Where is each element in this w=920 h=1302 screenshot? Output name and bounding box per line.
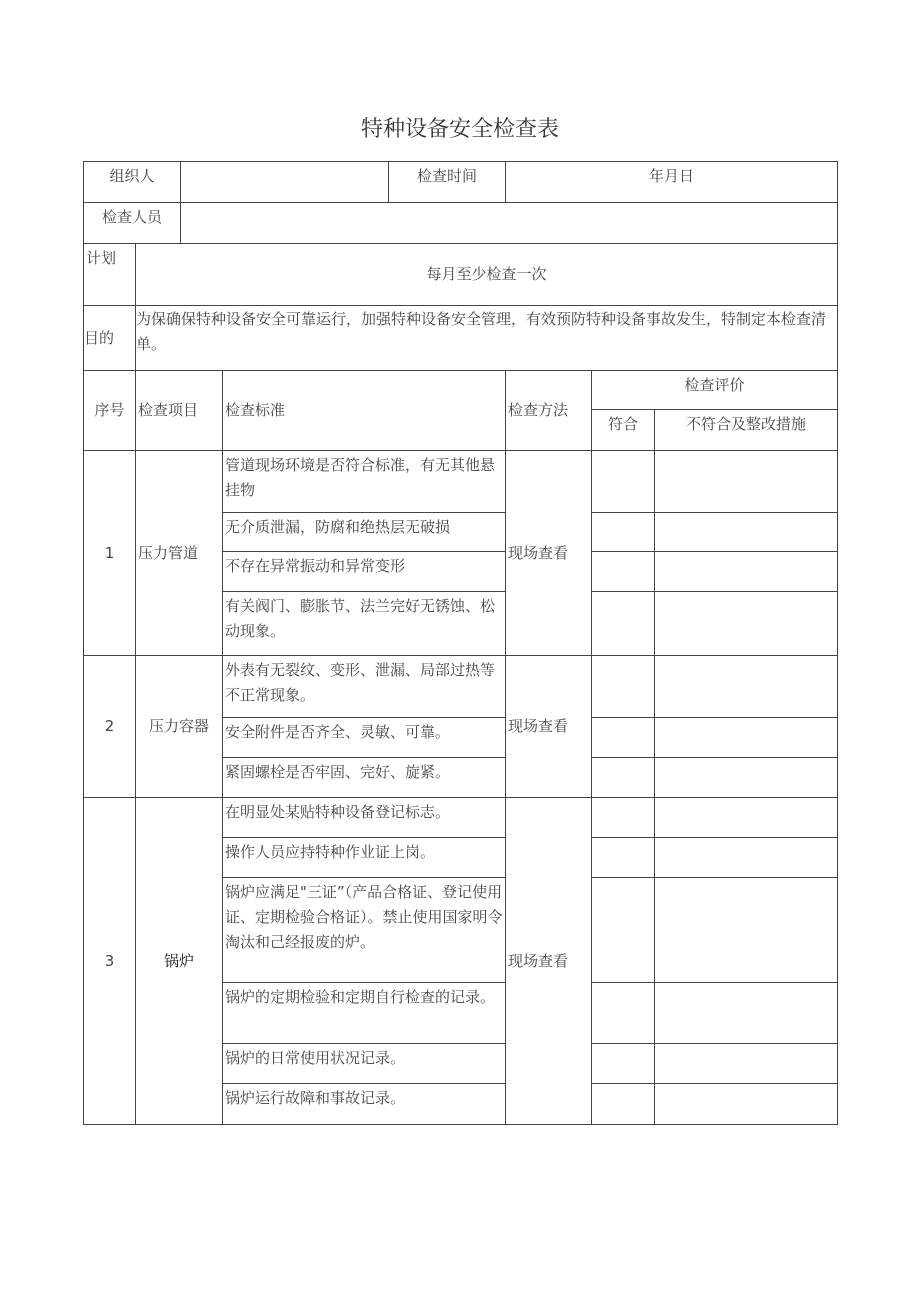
purpose-value: 为保确保特种设备安全可靠运行，加强特种设备安全管理，有效预防特种设备事故发生，特制定本检查清单。 <box>135 305 838 371</box>
standard-cell: 外表有无裂纹、变形、泄漏、局部过热等不正常现象。 <box>222 655 506 718</box>
nonconform-field[interactable] <box>654 551 838 592</box>
conform-field[interactable] <box>591 757 655 798</box>
conform-field[interactable] <box>591 877 655 983</box>
group-item: 锅炉 <box>135 797 223 1125</box>
group-no: 3 <box>83 797 136 1125</box>
plan-value: 每月至少检查一次 <box>135 243 838 306</box>
standard-cell: 锅炉应满足"三证”（产品合格证、登记使用证、定期检验合格证）。禁止使用国家明令淘汰和己经报废的炉。 <box>222 877 506 983</box>
nonconform-field[interactable] <box>654 512 838 552</box>
standard-cell: 锅炉运行故障和事故记录。 <box>222 1083 506 1125</box>
conform-field[interactable] <box>591 717 655 758</box>
nonconform-field[interactable] <box>654 797 838 838</box>
nonconform-field[interactable] <box>654 1043 838 1084</box>
group-item: 压力管道 <box>135 450 223 656</box>
col-item: 检查项目 <box>135 370 223 451</box>
group-item: 压力容器 <box>135 655 223 798</box>
group-no: 2 <box>83 655 136 798</box>
col-no: 序号 <box>83 370 136 451</box>
conform-field[interactable] <box>591 591 655 656</box>
nonconform-field[interactable] <box>654 450 838 513</box>
group-method: 现场查看 <box>505 655 592 798</box>
conform-field[interactable] <box>591 797 655 838</box>
standard-cell: 有关阀门、膨胀节、法兰完好无锈蚀、松动现象。 <box>222 591 506 656</box>
col-conform: 符合 <box>591 409 655 451</box>
standard-cell: 锅炉的定期检验和定期自行检查的记录。 <box>222 982 506 1044</box>
purpose-label: 目的 <box>83 305 136 371</box>
standard-cell: 不存在异常振动和异常变形 <box>222 551 506 592</box>
conform-field[interactable] <box>591 837 655 878</box>
time-field[interactable]: 年月日 <box>505 161 838 203</box>
page-title: 特种设备安全检查表 <box>360 117 559 142</box>
standard-cell: 操作人员应持特种作业证上岗。 <box>222 837 506 878</box>
nonconform-field[interactable] <box>654 757 838 798</box>
conform-field[interactable] <box>591 1083 655 1125</box>
nonconform-field[interactable] <box>654 717 838 758</box>
plan-label: 计划 <box>83 243 136 306</box>
nonconform-field[interactable] <box>654 591 838 656</box>
nonconform-field[interactable] <box>654 982 838 1044</box>
nonconform-field[interactable] <box>654 837 838 878</box>
conform-field[interactable] <box>591 551 655 592</box>
standard-cell: 在明显处某贴特种设备登记标志。 <box>222 797 506 838</box>
organizer-field[interactable] <box>180 161 389 203</box>
standard-cell: 紧固螺栓是否牢固、完好、旋紧。 <box>222 757 506 798</box>
inspectors-field[interactable] <box>180 202 838 244</box>
standard-cell: 安全附件是否齐全、灵敏、可靠。 <box>222 717 506 758</box>
standard-cell: 无介质泄漏，防腐和绝热层无破损 <box>222 512 506 552</box>
time-label: 检查时间 <box>388 161 506 203</box>
conform-field[interactable] <box>591 512 655 552</box>
nonconform-field[interactable] <box>654 1083 838 1125</box>
conform-field[interactable] <box>591 1043 655 1084</box>
group-method: 现场查看 <box>505 797 592 1125</box>
standard-cell: 锅炉的日常使用状况记录。 <box>222 1043 506 1084</box>
nonconform-field[interactable] <box>654 877 838 983</box>
col-evaluation: 检查评价 <box>591 370 838 410</box>
col-nonconform: 不符合及整改措施 <box>654 409 838 451</box>
col-method: 检查方法 <box>505 370 592 451</box>
group-no: 1 <box>83 450 136 656</box>
group-method: 现场查看 <box>505 450 592 656</box>
col-standard: 检查标准 <box>222 370 506 451</box>
nonconform-field[interactable] <box>654 655 838 718</box>
conform-field[interactable] <box>591 982 655 1044</box>
organizer-label: 组织人 <box>83 161 181 203</box>
conform-field[interactable] <box>591 450 655 513</box>
conform-field[interactable] <box>591 655 655 718</box>
standard-cell: 管道现场环境是否符合标准，有无其他悬挂物 <box>222 450 506 513</box>
inspectors-label: 检查人员 <box>83 202 181 244</box>
